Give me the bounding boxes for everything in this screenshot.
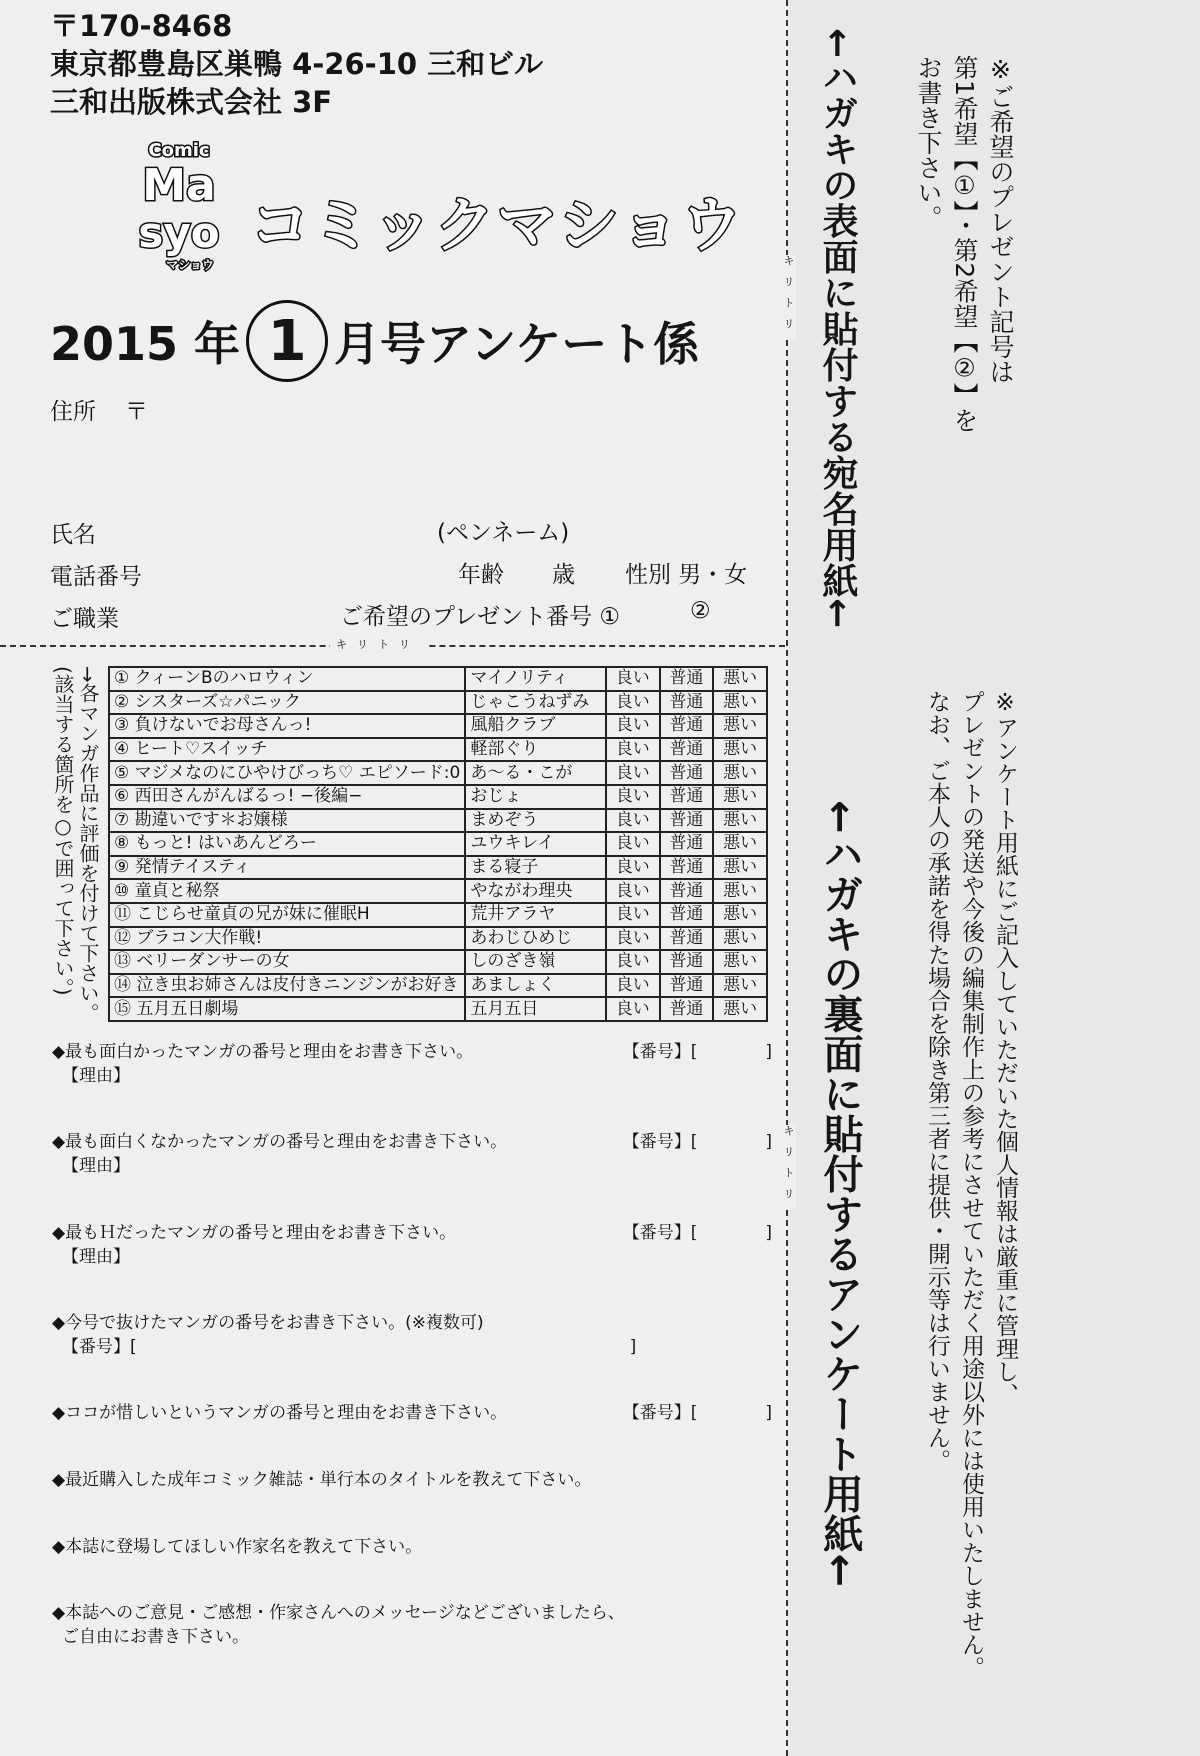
rating-option[interactable]: 悪い xyxy=(713,927,767,951)
work-row xyxy=(109,974,767,998)
work-author: 五月五日 xyxy=(465,997,606,1021)
question-text: ◆最も面白くなかったマンガの番号と理由をお書き下さい。 xyxy=(52,1132,508,1152)
rating-option[interactable]: 良い xyxy=(606,785,660,809)
reason-field[interactable]: 【番号】[ ] xyxy=(62,1337,637,1357)
work-title: ⑫ ブラコン大作戦! xyxy=(109,927,465,951)
penname-label: (ペンネーム) xyxy=(437,520,570,546)
rating-option[interactable]: 普通 xyxy=(660,714,714,738)
rating-option[interactable]: 悪い xyxy=(713,809,767,833)
work-row xyxy=(109,809,767,833)
rating-option[interactable]: 普通 xyxy=(660,950,714,974)
logo-syo: syo xyxy=(138,208,220,257)
work-title: ⑩ 童貞と秘祭 xyxy=(109,879,465,903)
rating-instructions: →各マンガ作品に評価を付けて下さい。(該当する箇所を○で囲って下さい。) xyxy=(51,666,100,1023)
reason-field[interactable]: ご自由にお書き下さい。 xyxy=(62,1627,249,1647)
question xyxy=(52,1040,772,1088)
postal-code: 〒170-8468 xyxy=(50,9,233,43)
reason-field[interactable]: 【理由】 xyxy=(62,1247,130,1267)
question xyxy=(52,1130,772,1178)
work-author: やながわ理央 xyxy=(465,879,606,903)
phone-label: 電話番号 xyxy=(50,564,142,590)
rating-option[interactable]: 普通 xyxy=(660,761,714,785)
work-author: あましょく xyxy=(465,974,606,998)
present-note-line: 第1希望【①】・第2希望【②】を xyxy=(950,55,979,433)
work-row xyxy=(109,667,767,691)
rating-option[interactable]: 良い xyxy=(606,761,660,785)
question xyxy=(52,1221,772,1269)
cut-label-top: キリトリ xyxy=(782,255,795,339)
work-row xyxy=(109,879,767,903)
rating-option[interactable]: 良い xyxy=(606,691,660,715)
work-author: ユウキレイ xyxy=(465,832,606,856)
present-note xyxy=(910,55,1018,615)
question-text: ◆最も面白かったマンガの番号と理由をお書き下さい。 xyxy=(52,1042,474,1062)
question-text: ◆ココが惜しいというマンガの番号と理由をお書き下さい。 xyxy=(52,1403,508,1423)
heading-year: 2015 年 xyxy=(50,317,241,371)
work-author: あ〜る・こが xyxy=(465,761,606,785)
age-unit: 歳 xyxy=(552,562,575,588)
rating-option[interactable]: 良い xyxy=(606,809,660,833)
rating-option[interactable]: 普通 xyxy=(660,738,714,762)
rating-option[interactable]: 悪い xyxy=(713,691,767,715)
rating-option[interactable]: 悪い xyxy=(713,667,767,691)
rating-option[interactable]: 悪い xyxy=(713,856,767,880)
rating-option[interactable]: 悪い xyxy=(713,997,767,1021)
work-row xyxy=(109,856,767,880)
work-author: マイノリティ xyxy=(465,667,606,691)
work-row xyxy=(109,832,767,856)
work-title: ③ 負けないでお母さんっ! xyxy=(109,714,465,738)
rating-option[interactable]: 普通 xyxy=(660,879,714,903)
work-row xyxy=(109,997,767,1021)
work-author: おじょ xyxy=(465,785,606,809)
rating-option[interactable]: 悪い xyxy=(713,879,767,903)
work-author: じゃこうねずみ xyxy=(465,691,606,715)
work-title: ⑪ こじらせ童貞の兄が妹に催眠H xyxy=(109,903,465,927)
rating-option[interactable]: 良い xyxy=(606,667,660,691)
number-field[interactable]: 【番号】[ ] xyxy=(622,1042,772,1062)
work-author: 荒井アラヤ xyxy=(465,903,606,927)
age-label: 年齢 xyxy=(458,562,504,588)
work-author: しのざき嶺 xyxy=(465,950,606,974)
question-text: ◆最もＨだったマンガの番号と理由をお書き下さい。 xyxy=(52,1223,457,1243)
rating-option[interactable]: 悪い xyxy=(713,714,767,738)
present-note-line: ※ご希望のプレゼント記号は xyxy=(986,55,1015,384)
rating-option[interactable]: 普通 xyxy=(660,856,714,880)
rating-option[interactable]: 良い xyxy=(606,832,660,856)
work-row xyxy=(109,903,767,927)
magazine-title: コミックマショウ xyxy=(250,191,744,261)
rating-option[interactable]: 悪い xyxy=(713,974,767,998)
work-title: ⑥ 西田さんがんばるっ! −後編− xyxy=(109,785,465,809)
comic-masyo-logo xyxy=(120,140,240,275)
rating-option[interactable]: 普通 xyxy=(660,927,714,951)
question xyxy=(52,1468,772,1492)
work-title: ⑧ もっと! はいあんどろー xyxy=(109,832,465,856)
rating-option[interactable]: 悪い xyxy=(713,832,767,856)
question xyxy=(52,1601,772,1649)
present-label: ご希望のプレゼント番号 ① xyxy=(340,604,621,630)
work-author: 風船クラブ xyxy=(465,714,606,738)
address-line2: 三和出版株式会社 3F xyxy=(50,85,333,119)
privacy-note-line: なお、ご本人の承諾を得た場合を除き第三者に提供・開示等は行いません。 xyxy=(924,690,950,1472)
rating-option[interactable]: 普通 xyxy=(660,832,714,856)
rating-table xyxy=(108,666,768,1022)
rating-option[interactable]: 良い xyxy=(606,879,660,903)
rating-option[interactable]: 普通 xyxy=(660,667,714,691)
reason-field[interactable]: 【理由】 xyxy=(62,1156,130,1176)
question-text: ◆今号で抜けたマンガの番号をお書き下さい。(※複数可) xyxy=(52,1313,484,1333)
privacy-note-line: プレゼントの発送や今後の編集制作上の参考にさせていただく用途以外には使用いたしません。 xyxy=(958,690,984,1679)
logo-kana: マショウ xyxy=(166,258,214,272)
work-title: ⑮ 五月五日劇場 xyxy=(109,997,465,1021)
present-second: ② xyxy=(690,598,711,624)
work-title: ⑤ マジメなのにひやけびっち♡ エピソード:0 xyxy=(109,761,465,785)
work-title: ① クィーンBのハロウィン xyxy=(109,667,465,691)
name-label: 氏名 xyxy=(50,522,96,548)
work-row xyxy=(109,714,767,738)
number-field[interactable]: 【番号】[ ] xyxy=(622,1223,772,1243)
work-title: ④ ヒート♡スイッチ xyxy=(109,738,465,762)
work-title: ⑨ 発情テイスティ xyxy=(109,856,465,880)
back-label: ←ハガキの裏面に貼付するアンケート用紙← xyxy=(817,800,863,1588)
work-row xyxy=(109,927,767,951)
rating-option[interactable]: 良い xyxy=(606,714,660,738)
address-line1: 東京都豊島区巣鴨 4-26-10 三和ビル xyxy=(50,47,544,81)
rating-option[interactable]: 良い xyxy=(606,856,660,880)
work-author: まめぞう xyxy=(465,809,606,833)
question-text: ◆最近購入した成年コミック雑誌・単行本のタイトルを教えて下さい。 xyxy=(52,1470,592,1490)
work-author: あわじひめじ xyxy=(465,927,606,951)
work-row xyxy=(109,738,767,762)
heading-month: 1 xyxy=(246,300,328,382)
rating-option[interactable]: 普通 xyxy=(660,997,714,1021)
rating-option[interactable]: 普通 xyxy=(660,903,714,927)
work-author: まる寝子 xyxy=(465,856,606,880)
rating-option[interactable]: 良い xyxy=(606,927,660,951)
present-note-line: お書き下さい。 xyxy=(914,55,943,230)
privacy-note-line: ※アンケート用紙にご記入していただいた個人情報は厳重に管理し、 xyxy=(992,690,1018,1406)
rating-option[interactable]: 良い xyxy=(606,950,660,974)
question xyxy=(52,1311,772,1359)
gender-label[interactable]: 性別 男・女 xyxy=(625,562,748,588)
survey-heading xyxy=(50,300,699,382)
rating-option[interactable]: 悪い xyxy=(713,785,767,809)
number-field[interactable]: 【番号】[ ] xyxy=(622,1403,772,1423)
postal-mark[interactable]: 〒 xyxy=(125,399,148,425)
rating-option[interactable]: 悪い xyxy=(713,903,767,927)
question xyxy=(52,1401,772,1425)
job-label: ご職業 xyxy=(50,606,119,632)
question-text: ◆本誌に登場してほしい作家名を教えて下さい。 xyxy=(52,1537,423,1557)
work-row xyxy=(109,761,767,785)
heading-rest: 月号アンケート係 xyxy=(334,317,700,371)
work-title: ⑬ ベリーダンサーの女 xyxy=(109,950,465,974)
rating-option[interactable]: 良い xyxy=(606,974,660,998)
rating-option[interactable]: 普通 xyxy=(660,809,714,833)
work-author: 軽部ぐり xyxy=(465,738,606,762)
number-field[interactable]: 【番号】[ ] xyxy=(622,1132,772,1152)
rating-option[interactable]: 良い xyxy=(606,997,660,1021)
logo-ma: Ma xyxy=(142,160,216,211)
rating-option[interactable]: 悪い xyxy=(713,761,767,785)
work-title: ② シスターズ☆パニック xyxy=(109,691,465,715)
work-row xyxy=(109,691,767,715)
rating-option[interactable]: 悪い xyxy=(713,950,767,974)
rating-option[interactable]: 普通 xyxy=(660,785,714,809)
cut-label-bottom: キリトリ xyxy=(782,1125,795,1209)
question xyxy=(52,1535,772,1559)
cut-label: キリトリ xyxy=(330,636,426,652)
front-label: ←ハガキの表面に貼付する宛名用紙← xyxy=(817,28,858,629)
question-text: ◆本誌へのご意見・ご感想・作家さんへのメッセージなどございましたら、 xyxy=(52,1603,625,1623)
logo-comic: Comic xyxy=(148,140,210,161)
work-row xyxy=(109,950,767,974)
reason-field[interactable]: 【理由】 xyxy=(62,1066,130,1086)
work-row xyxy=(109,785,767,809)
work-title: ⑦ 勘違いです＊お嬢様 xyxy=(109,809,465,833)
rating-option[interactable]: 良い xyxy=(606,738,660,762)
rating-option[interactable]: 悪い xyxy=(713,738,767,762)
privacy-note xyxy=(920,690,1022,1740)
rating-option[interactable]: 普通 xyxy=(660,691,714,715)
rating-option[interactable]: 良い xyxy=(606,903,660,927)
work-title: ⑭ 泣き虫お姉さんは皮付きニンジンがお好き xyxy=(109,974,465,998)
rating-option[interactable]: 普通 xyxy=(660,974,714,998)
address-label: 住所 xyxy=(50,399,96,425)
